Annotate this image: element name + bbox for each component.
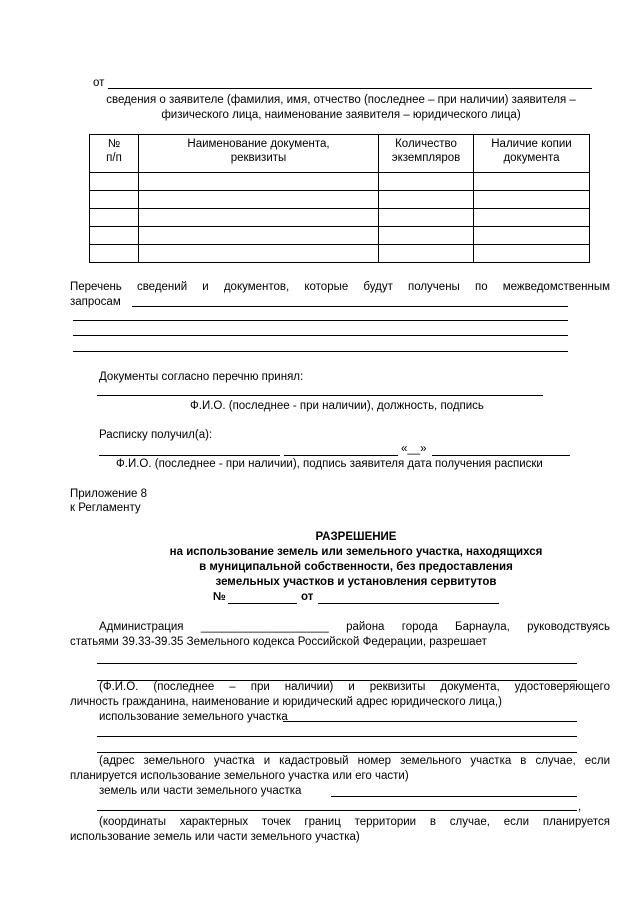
address-caption-2: планируется использование земельного участка или его части) xyxy=(70,770,409,782)
table-cell[interactable] xyxy=(474,209,590,227)
table-row xyxy=(90,191,590,209)
appendix-line-1: Приложение 8 xyxy=(70,488,148,500)
permit-subtitle-1: на использование земель или земельного участка, находящихся xyxy=(169,546,543,558)
interagency-field-1[interactable] xyxy=(132,306,568,307)
table-row xyxy=(90,227,590,245)
table-row xyxy=(90,209,590,227)
table-row xyxy=(90,173,590,191)
permit-subtitle-2: в муниципальной собственности, без предоставления xyxy=(199,561,513,573)
applicant-caption-1: сведения о заявителе (фамилия, имя, отчество (последнее – при наличии) заявителя – xyxy=(106,94,576,106)
received-signature-line[interactable] xyxy=(284,455,398,456)
part-field-2[interactable] xyxy=(97,810,577,811)
date-quote: «__» xyxy=(401,443,427,455)
received-label: Расписку получил(а): xyxy=(99,429,213,441)
person-caption-1: (Ф.И.О. (последнее – при наличии) и реквизиты документа, удостоверяющего xyxy=(99,681,610,693)
permit-date-field[interactable] xyxy=(318,603,499,604)
received-caption: Ф.И.О. (последнее - при наличии), подпись заявителя дата получения расписки xyxy=(116,458,543,470)
admin-line-2: статьями 39.33-39.35 Земельного кодекса Российской Федерации, разрешает xyxy=(70,636,487,648)
table-cell[interactable] xyxy=(139,209,379,227)
table-cell[interactable] xyxy=(90,245,139,263)
admin-line-1: Администрация ____________________ района города Барнаула, руководствуясь xyxy=(99,621,610,633)
received-name-line[interactable] xyxy=(99,455,280,456)
col-header-document-name: Наименование документа, реквизиты xyxy=(139,135,379,173)
table-row xyxy=(90,245,590,263)
permit-number-label: № xyxy=(213,591,226,603)
grantee-field-1[interactable] xyxy=(97,663,577,664)
table-cell[interactable] xyxy=(139,245,379,263)
table-cell[interactable] xyxy=(90,227,139,245)
table-cell[interactable] xyxy=(474,191,590,209)
table-cell[interactable] xyxy=(139,173,379,191)
table-cell[interactable] xyxy=(474,227,590,245)
table-cell[interactable] xyxy=(90,173,139,191)
table-cell[interactable] xyxy=(379,227,474,245)
table-header-row xyxy=(90,135,590,173)
table-cell[interactable] xyxy=(379,209,474,227)
documents-table xyxy=(89,134,590,263)
appendix-line-2: к Регламенту xyxy=(70,502,141,514)
accepted-label: Документы согласно перечню принял: xyxy=(99,371,304,383)
table-cell[interactable] xyxy=(474,245,590,263)
table-cell[interactable] xyxy=(139,227,379,245)
applicant-line[interactable] xyxy=(108,88,592,89)
table-cell[interactable] xyxy=(474,173,590,191)
address-caption-1: (адрес земельного участка и кадастровый номер земельного участка в случае, если xyxy=(99,755,610,767)
col-header-copy-present: Наличие копии документа xyxy=(474,135,590,173)
accepted-signature-line[interactable] xyxy=(97,395,543,396)
permit-date-label: от xyxy=(301,591,314,603)
table-cell[interactable] xyxy=(379,245,474,263)
part-label: земель или части земельного участка xyxy=(99,785,302,797)
table-cell[interactable] xyxy=(379,173,474,191)
received-date-line[interactable] xyxy=(432,455,570,456)
use-field-2[interactable] xyxy=(97,736,577,737)
interagency-field-4[interactable] xyxy=(73,351,568,352)
use-label: использование земельного участка xyxy=(99,711,288,723)
part-comma: , xyxy=(578,801,582,813)
permit-number-field[interactable] xyxy=(228,603,297,604)
interagency-line-2: запросам xyxy=(70,296,121,308)
part-field-1[interactable] xyxy=(331,796,577,797)
table-cell[interactable] xyxy=(139,191,379,209)
interagency-field-2[interactable] xyxy=(73,320,568,321)
coords-caption-1: (координаты характерных точек границ территории в случае, если планируется xyxy=(99,816,610,828)
col-header-copies: Количество экземпляров xyxy=(379,135,474,173)
table-cell[interactable] xyxy=(90,209,139,227)
table-cell[interactable] xyxy=(379,191,474,209)
interagency-line-1: Перечень сведений и документов, которые будут получены по межведомственным xyxy=(70,281,610,293)
coords-caption-2: использование земель или части земельного участка) xyxy=(70,831,360,843)
col-header-number: № п/п xyxy=(90,135,139,173)
applicant-caption-2: физического лица, наименование заявителя – юридического лица) xyxy=(161,109,521,121)
interagency-field-3[interactable] xyxy=(73,335,568,336)
table-cell[interactable] xyxy=(90,191,139,209)
accepted-caption: Ф.И.О. (последнее - при наличии), должность, подпись xyxy=(190,400,484,412)
permit-subtitle-3: земельных участков и установления сервитутов xyxy=(215,576,497,588)
from-label: от xyxy=(93,77,105,89)
person-caption-2: личность гражданина, наименование и юридический адрес юридического лица,) xyxy=(70,696,502,708)
use-field-1[interactable] xyxy=(283,721,577,722)
use-field-3[interactable] xyxy=(97,752,577,753)
permit-title: РАЗРЕШЕНИЕ xyxy=(315,531,397,543)
